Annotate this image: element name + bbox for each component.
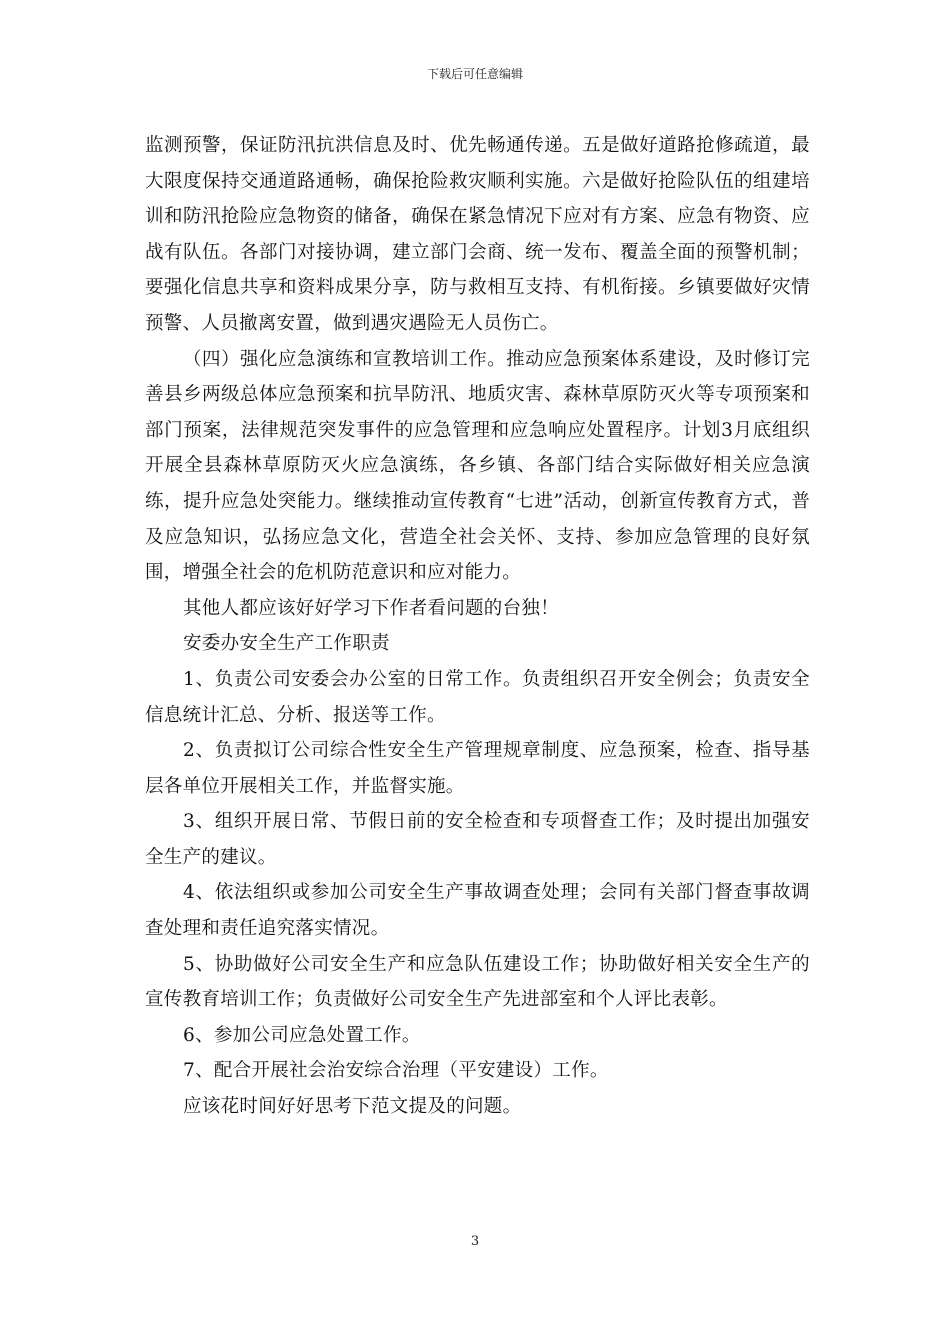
page-number: 3 [470, 1234, 480, 1249]
paragraph-remark: 其他人都应该好好学习下作者看问题的台独！ [183, 597, 560, 619]
paragraph-continuation: 监测预警，保证防汛抗洪信息及时、优先畅通传递。五是做好道路抢修疏道，最大限度保持交通道路通畅，确保抢险救灾顺利实施。六是做好抢险队伍的组建培训和防汛抢险应急物资的储备，确保在紧急情况下应对有方案、应急有物资、应战有队伍。各部门对接协调，建立部门会商、统一发布、覆盖全面的预警机制；要强化信息共享和资料成果分享，防与救相互支持、有机衔接。乡镇要做好灾情预警、人员撤离安置，做到遇灾遇险无人员伤亡。 [145, 135, 810, 334]
duty-item-5: 5、协助做好公司安全生产和应急队伍建设工作；协助做好相关安全生产的宣传教育培训工作；负责做好公司安全生产先进部室和个人评比表彰。 [145, 953, 810, 1011]
duty-item-1: 1、负责公司安委会办公室的日常工作。负责组织召开安全例会；负责安全信息统计汇总、分析、报送等工作。 [145, 668, 810, 726]
duty-item-7: 7、配合开展社会治安综合治理（平安建设）工作。 [183, 1060, 609, 1082]
paragraph-closing-remark: 应该花时间好好思考下范文提及的问题。 [183, 1096, 522, 1118]
section-heading: 安委办安全生产工作职责 [183, 633, 390, 655]
duty-item-3: 3、组织开展日常、节假日前的安全检查和专项督查工作；及时提出加强安全生产的建议。 [145, 811, 810, 868]
document-body [145, 128, 810, 1125]
paragraph-section-four: （四）强化应急演练和宣教培训工作。推动应急预案体系建设，及时修订完善县乡两级总体应急预案和抗旱防汛、地质灾害、森林草原防灭火等专项预案和部门预案，法律规范突发事件的应急管理和应急响应处置程序。计划3月底组织开展全县森林草原防灭火应急演练，各乡镇、各部门结合实际做好相关应急演练，提升应急处突能力。继续推动宣传教育“七进”活动，创新宣传教育方式，普及应急知识，弘扬应急文化，营造全社会关怀、支持、参加应急管理的良好氛围，增强全社会的危机防范意识和应对能力。 [145, 348, 810, 584]
duty-item-6: 6、参加公司应急处置工作。 [183, 1024, 421, 1046]
duty-item-2: 2、负责拟订公司综合性安全生产管理规章制度、应急预案，检查、指导基层各单位开展相关工作，并监督实施。 [145, 740, 810, 797]
duty-item-4: 4、依法组织或参加公司安全生产事故调查处理；会同有关部门督查事故调查处理和责任追究落实情况。 [145, 882, 810, 940]
page-header: 下载后可任意编辑 [426, 67, 523, 81]
